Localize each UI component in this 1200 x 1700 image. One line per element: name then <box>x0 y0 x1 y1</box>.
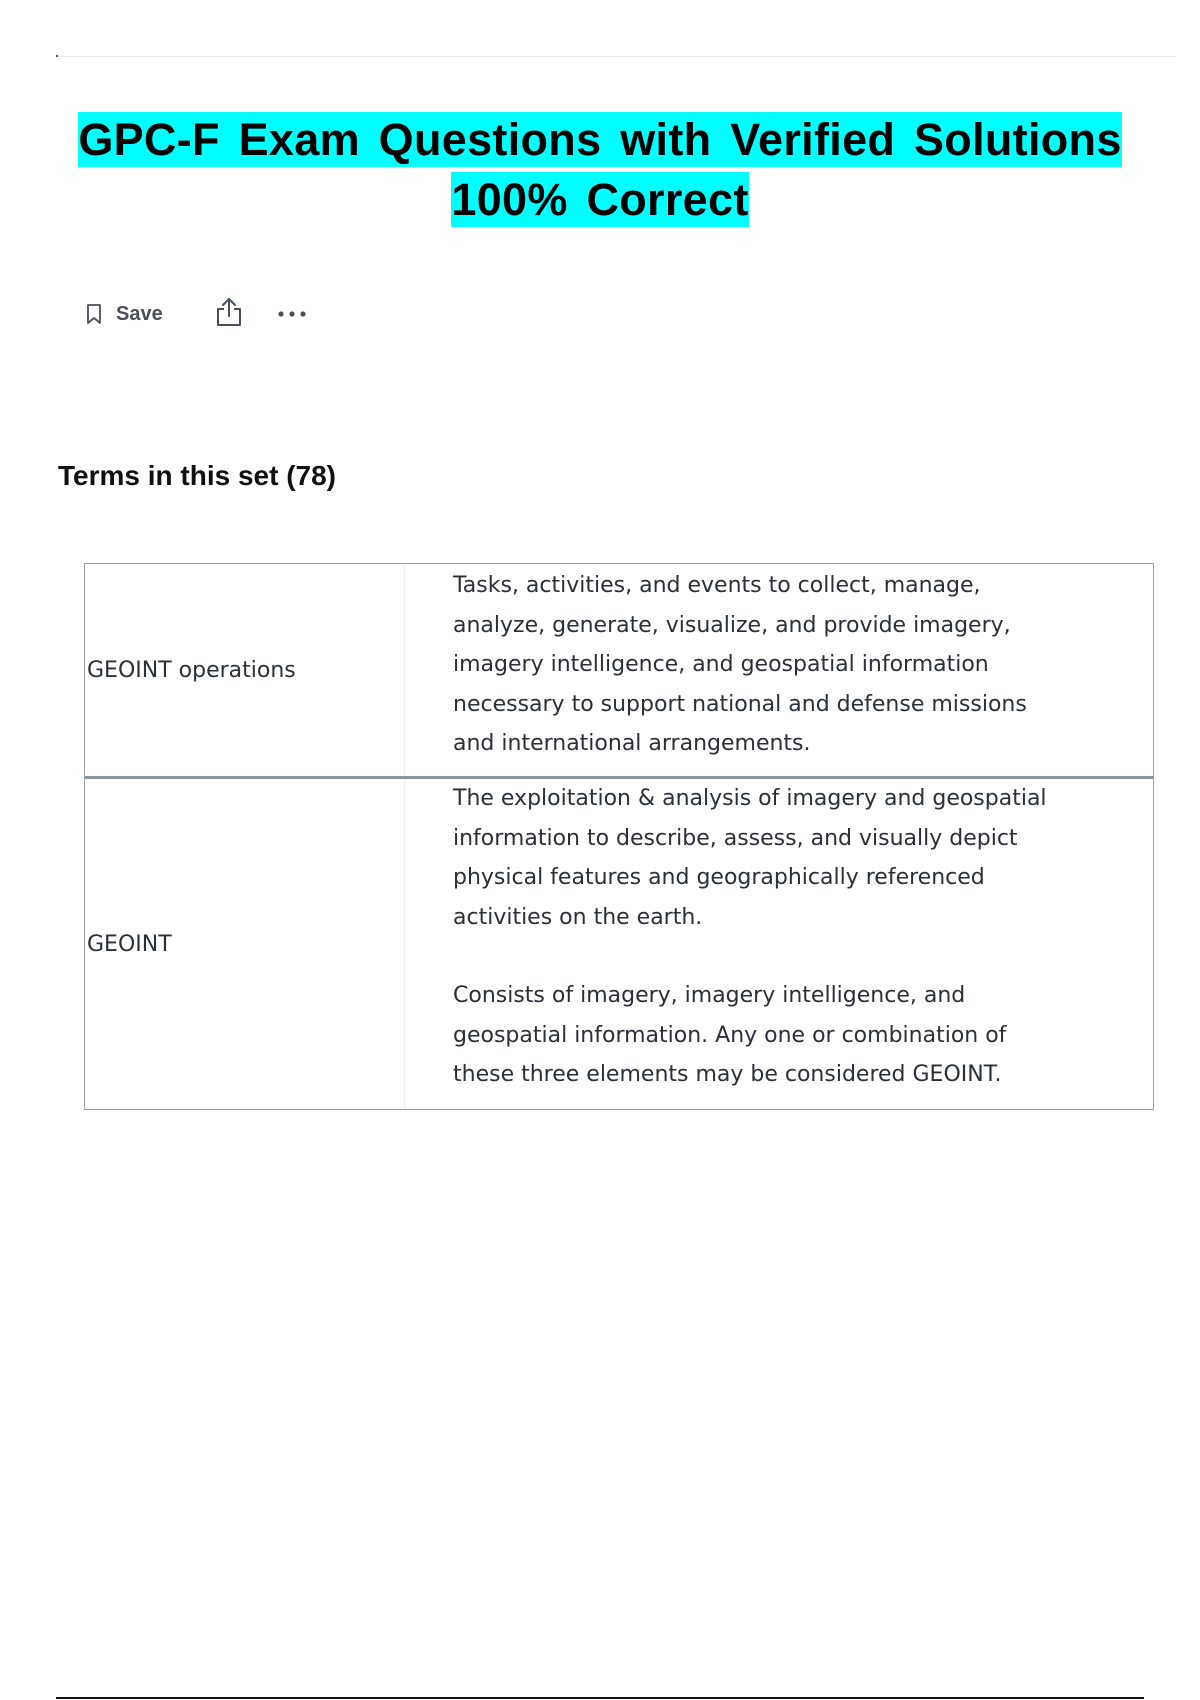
bottom-rule <box>56 1697 1144 1699</box>
term-cell: GEOINT <box>85 779 405 1109</box>
terms-heading: Terms in this set (78) <box>58 460 337 491</box>
definition-cell <box>405 779 1153 1109</box>
save-label: Save <box>116 302 163 325</box>
more-options-button[interactable] <box>277 305 307 323</box>
term-row <box>85 779 1153 1109</box>
share-button[interactable] <box>215 296 243 333</box>
set-toolbar <box>86 294 307 334</box>
bookmark-icon <box>86 303 102 325</box>
definition-cell <box>405 564 1153 776</box>
top-rule <box>56 56 1176 57</box>
definition-paragraph: Tasks, activities, and events to collect, manage, analyze, generate, visualize, and provide imagery, imagery intelligence, and geospatial information necessary to support national and defense missions and international arrangements. <box>453 573 1027 756</box>
share-icon <box>215 296 243 333</box>
definition-paragraph: Consists of imagery, imagery intelligence, and geospatial information. Any one or combination of these three elements may be considered GEOINT. <box>453 983 1007 1087</box>
page-title-line-1: GPC-F Exam Questions with Verified Solutions <box>78 114 1122 165</box>
term-cell: GEOINT operations <box>85 564 405 776</box>
definition-paragraph: The exploitation & analysis of imagery and geospatial information to describe, assess, and visually depict physical features and geographically referenced activities on the earth. <box>453 786 1047 930</box>
top-dot <box>56 55 58 57</box>
page-title <box>40 110 1160 230</box>
page-title-line-2: 100% Correct <box>451 174 749 225</box>
terms-table <box>84 563 1154 1110</box>
save-button[interactable] <box>86 303 163 326</box>
more-icon <box>277 305 307 323</box>
term-row <box>85 564 1153 779</box>
